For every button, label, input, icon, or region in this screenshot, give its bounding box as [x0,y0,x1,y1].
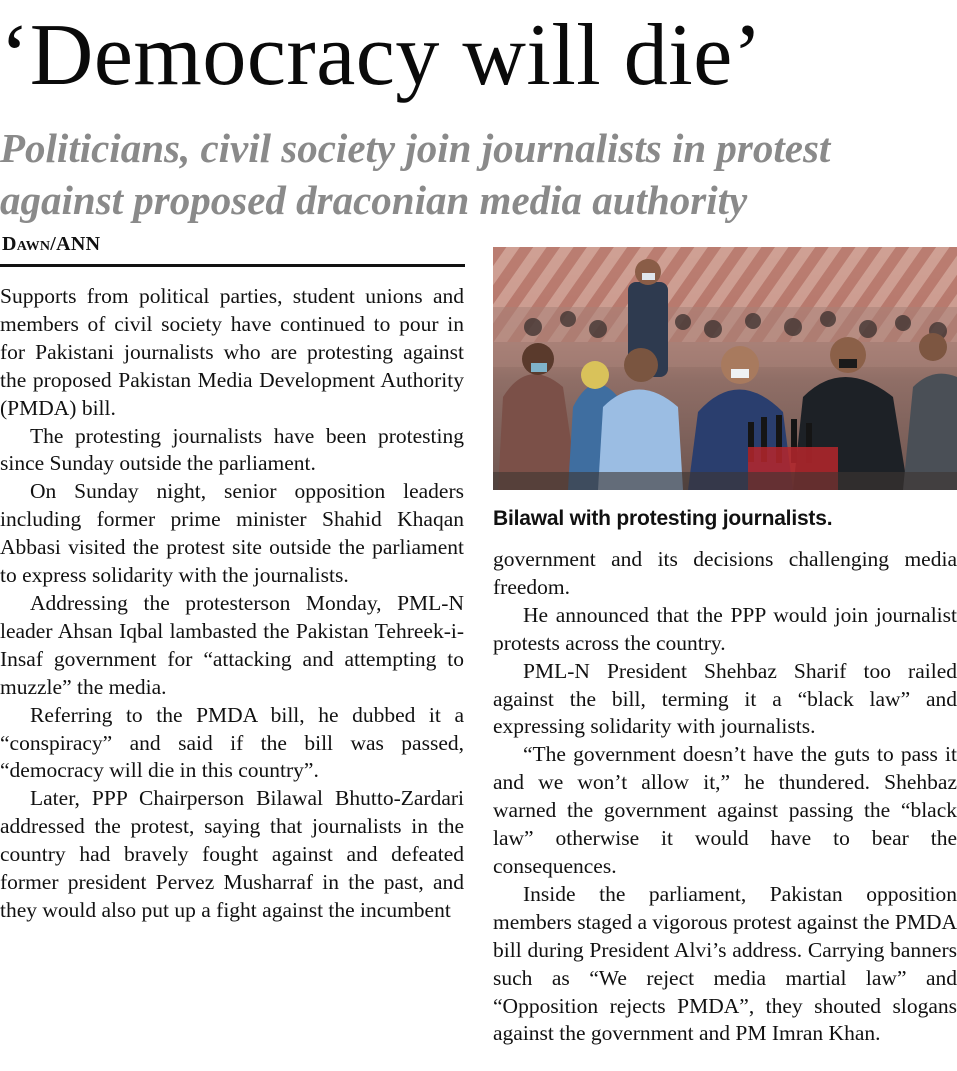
paragraph: Addressing the protesterson Monday, PML-N leader Ahsan Iqbal lambasted the Pakistan Tehreek-i-Insaf government for “attacking and attempting to muzzle” the media. [0,590,464,699]
subheadline [0,122,957,226]
paragraph: PML-N President Shehbaz Sharif too railed against the bill, terming it a “black law” and expressing solidarity with journalists. [493,658,957,739]
news-photo [493,247,957,490]
paragraph: The protesting journalists have been protesting since Sunday outside the parliament. [0,423,464,476]
subheadline-line-1: Politicians, civil society join journalists in protest [0,125,831,171]
paragraph: Referring to the PMDA bill, he dubbed it a “conspiracy” and said if the bill was passed, “democracy will die in this country”. [0,702,464,783]
paragraph: government and its decisions challenging media freedom. [493,547,957,599]
paragraph: Later, PPP Chairperson Bilawal Bhutto-Zardari addressed the protest, saying that journalists in the country had bravely fought against and defeated former president Pervez Musharraf in the past, and they would also put up a fight against the incumbent [0,786,464,922]
protest-photo-illustration [493,247,957,490]
paragraph: He announced that the PPP would join journalist protests across the country. [493,602,957,655]
headline: ‘Democracy will die’ [0,7,763,104]
paragraph: Inside the parliament, Pakistan opposition members staged a vigorous protest against the PMDA bill during President Alvi’s address. Carrying banners such as “We reject media martial law” and “Opposition rejects PMDA”, they shouted slogans against the government and PM Imran Khan. [493,881,957,1046]
byline-rule [0,264,465,267]
byline: Dawn/ANN [2,233,101,255]
paragraph: Supports from political parties, student unions and members of civil society have continued to pour in for Pakistani journalists who are protesting against the proposed Pakistan Media Development Authority (PMDA) bill. [0,284,464,420]
photo-caption: Bilawal with protesting journalists. [493,507,833,530]
subheadline-line-2: against proposed draconian media authority [0,177,748,223]
paragraph: On Sunday night, senior opposition leaders including former prime minister Shahid Khaqan Abbasi visited the protest site outside the parliament to express solidarity with the journalists. [0,479,464,588]
paragraph: “The government doesn’t have the guts to pass it and we won’t allow it,” he thundered. Shehbaz warned the government against passing the “black law” otherwise it would have to bear the consequences. [493,742,957,878]
article-column-2 [493,546,957,1068]
article-column-1 [0,283,464,1068]
